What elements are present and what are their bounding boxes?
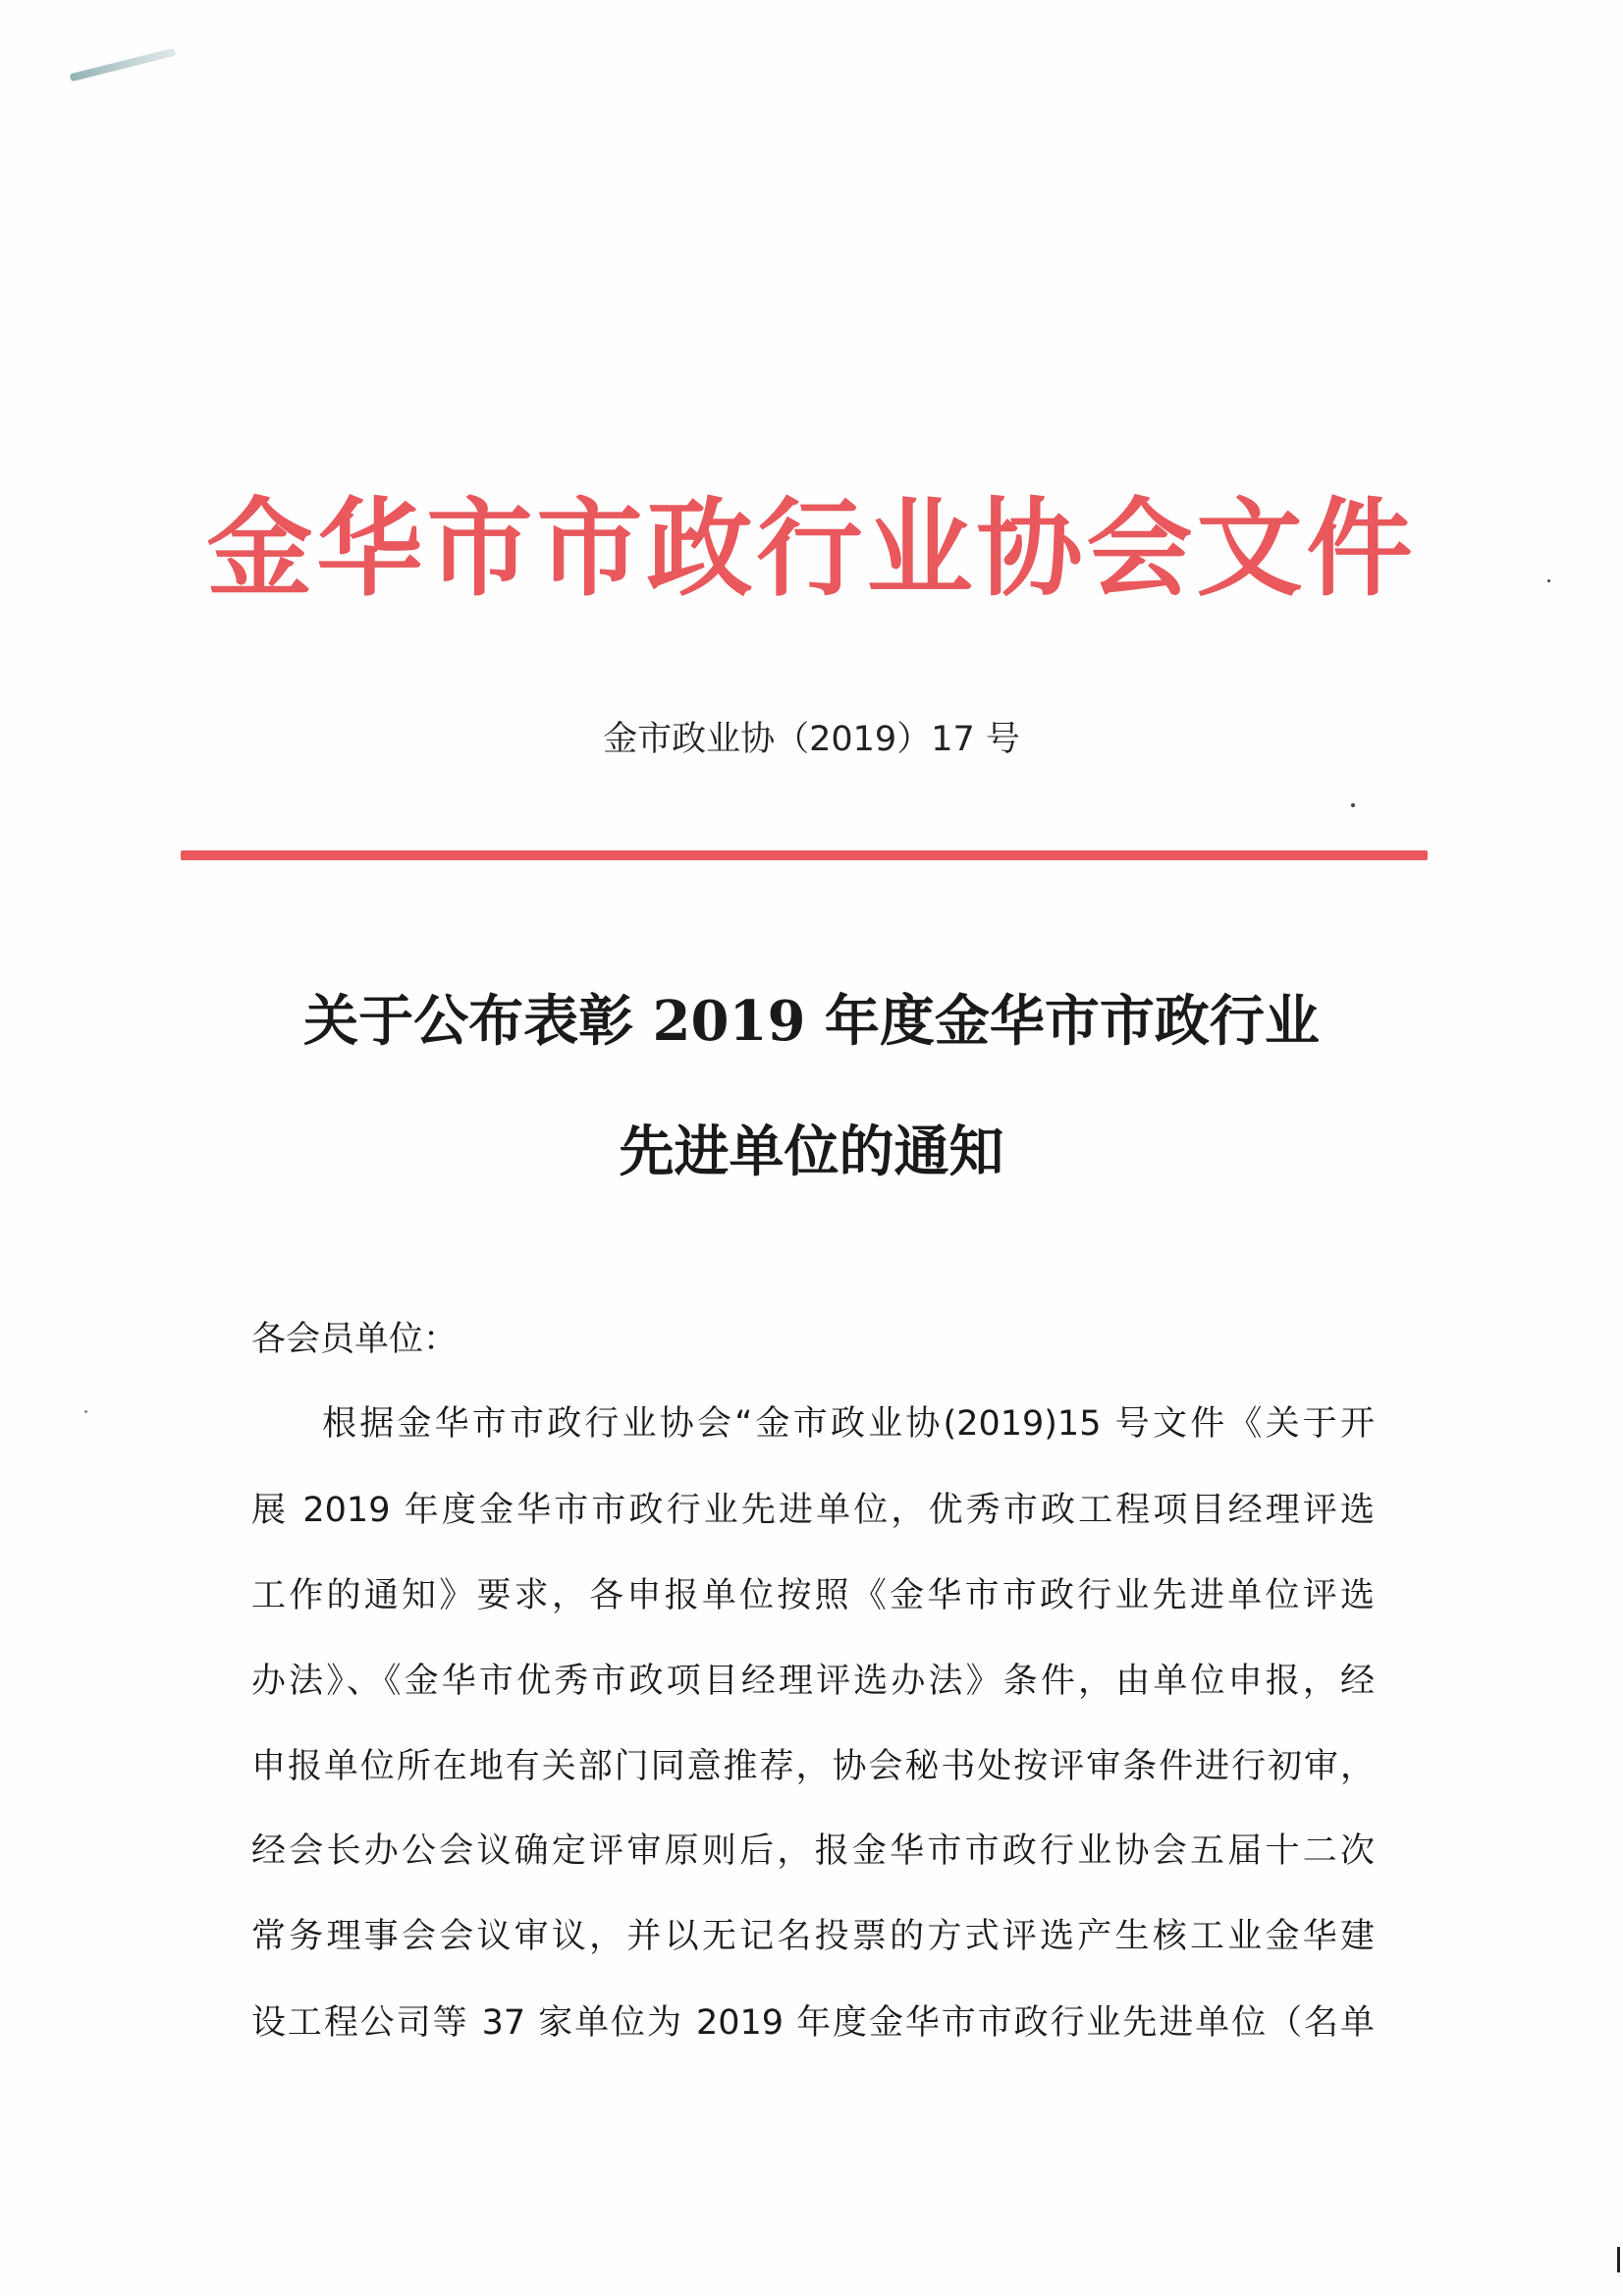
salutation: 各会员单位： — [251, 1320, 459, 1359]
body-line: 展 2019 年度金华市市政行业先进单位，优秀市政工程项目经理评选 — [251, 1491, 1375, 1530]
notice-title-line-2: 先进单位的通知 — [619, 1120, 1004, 1184]
body-line: 常务理事会会议审议，并以无记名投票的方式评选产生核工业金华建 — [251, 1917, 1375, 1956]
scan-edge-mark — [1617, 2247, 1620, 2272]
body-line: 办法》、《金华市优秀市政项目经理评选办法》条件，由单位申报，经 — [251, 1662, 1375, 1701]
scan-speck — [1351, 803, 1355, 807]
body-line: 根据金华市市政行业协会“金市政业协(2019)15 号文件《关于开 — [322, 1404, 1375, 1444]
document-header-title: 金华市市政行业协会文件 — [206, 487, 1417, 611]
header-divider-rule — [181, 850, 1428, 860]
body-line: 经会长办公会议确定评审原则后，报金华市市政行业协会五届十二次 — [251, 1831, 1375, 1871]
body-line: 工作的通知》要求，各申报单位按照《金华市市政行业先进单位评选 — [251, 1576, 1375, 1615]
body-line: 设工程公司等 37 家单位为 2019 年度金华市市政行业先进单位（名单 — [251, 2003, 1375, 2043]
body-line: 申报单位所在地有关部门同意推荐，协会秘书处按评审条件进行初审， — [251, 1747, 1375, 1786]
notice-title-line-1: 关于公布表彰 2019 年度金华市市政行业 — [303, 989, 1320, 1054]
scan-speck — [84, 1410, 87, 1413]
scan-artifact — [70, 48, 177, 82]
document-number: 金市政业协（2019）17 号 — [603, 720, 1020, 759]
